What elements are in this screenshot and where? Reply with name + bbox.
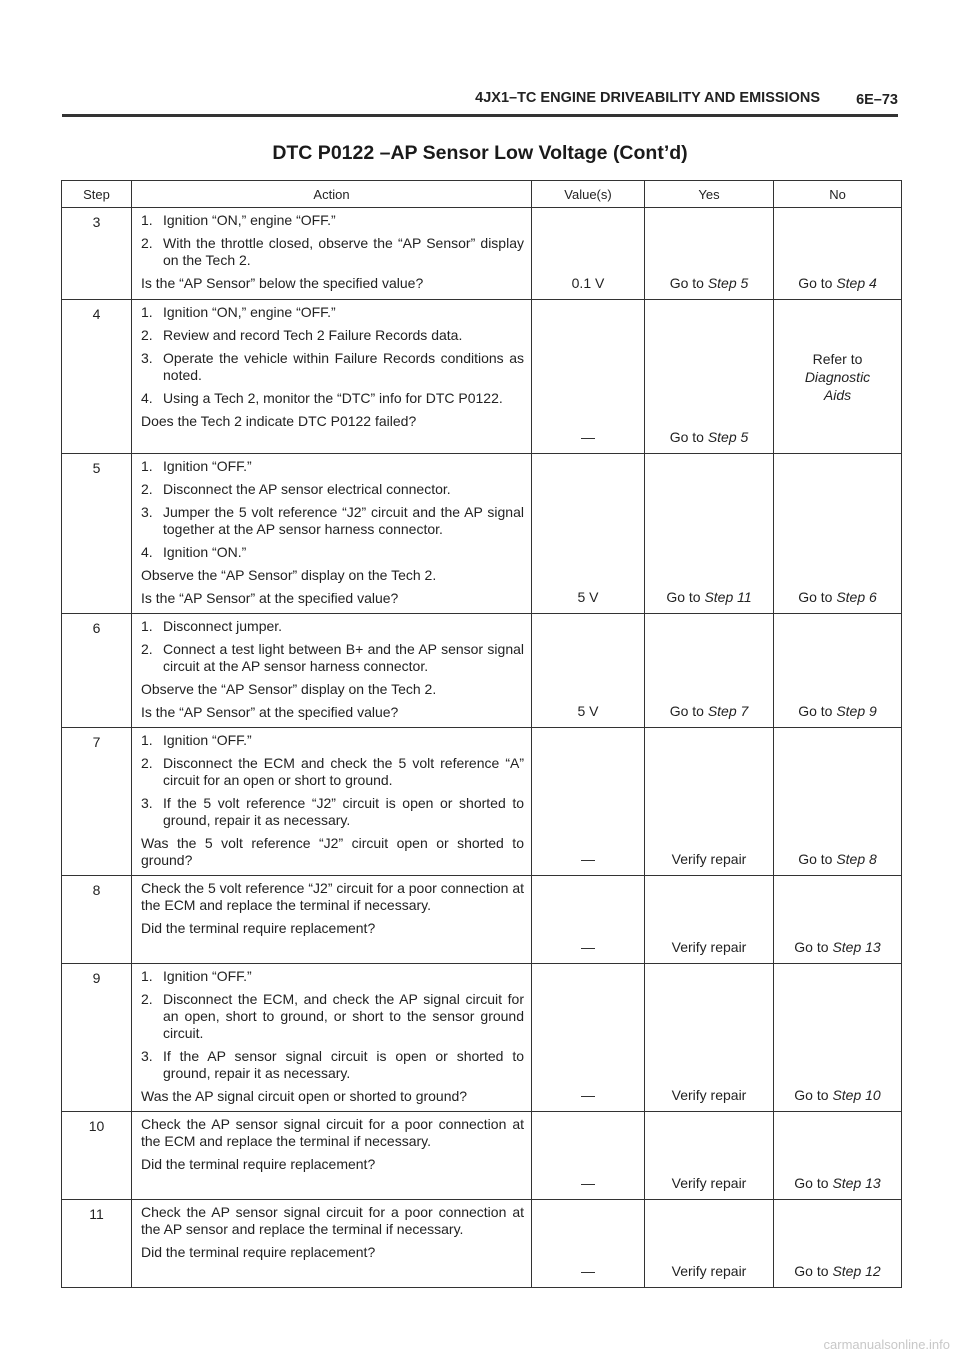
- step-number: 7: [62, 728, 132, 876]
- table-row: [62, 1200, 902, 1288]
- item-text: Ignition “OFF.”: [163, 968, 252, 984]
- go-to-prefix: Go to: [798, 275, 837, 291]
- spec-value: —: [532, 876, 645, 964]
- no-cell: [774, 1112, 902, 1200]
- action-question: Did the terminal require replacement?: [141, 920, 376, 936]
- action-question: Is the “AP Sensor” at the specified value?: [141, 704, 399, 720]
- item-text: Review and record Tech 2 Failure Records data.: [163, 327, 463, 343]
- item-number: 4.: [141, 544, 153, 560]
- no-cell: [774, 728, 902, 876]
- item-text: Disconnect the ECM, and check the AP signal circuit for an open, short to ground, or short to the sensor ground circuit.: [163, 991, 524, 1041]
- no-target-step: Step 8: [836, 851, 877, 867]
- action-item: [141, 755, 524, 789]
- yes-action: Verify repair: [671, 1263, 747, 1279]
- table-row: [62, 208, 902, 300]
- table-row: [62, 454, 902, 614]
- yes-cell: [645, 1200, 774, 1288]
- item-number: 1.: [141, 732, 153, 748]
- action-cell: [132, 208, 532, 300]
- no-cell: [774, 1200, 902, 1288]
- action-item: [141, 732, 524, 749]
- col-header-action: Action: [132, 181, 532, 208]
- action-cell: [132, 1200, 532, 1288]
- action-cell: [132, 876, 532, 964]
- go-to-prefix: Go to: [666, 589, 705, 605]
- action-cell: [132, 300, 532, 454]
- spec-value: —: [532, 300, 645, 454]
- page-number: 6E–73: [856, 92, 898, 108]
- no-refer: [774, 350, 901, 404]
- page-title: DTC P0122 –AP Sensor Low Voltage (Cont’d): [272, 142, 688, 164]
- yes-cell: [645, 614, 774, 728]
- go-to-prefix: Go to: [794, 939, 833, 955]
- yes-cell: [645, 728, 774, 876]
- item-number: 2.: [141, 991, 153, 1007]
- action-cell: [132, 454, 532, 614]
- item-text: Using a Tech 2, monitor the “DTC” info for DTC P0122.: [163, 390, 503, 406]
- action-item: [141, 235, 524, 269]
- action-item: [141, 212, 524, 229]
- action-question: Is the “AP Sensor” below the specified value?: [141, 275, 424, 291]
- go-to-prefix: Go to: [669, 429, 708, 445]
- yes-target-step: Step 11: [704, 589, 752, 605]
- step-number: 3: [62, 208, 132, 300]
- no-target-step: Step 13: [832, 939, 881, 955]
- action-item: [141, 618, 524, 635]
- action-question: Is the “AP Sensor” at the specified value?: [141, 590, 399, 606]
- action-cell: [132, 614, 532, 728]
- item-text: Disconnect the AP sensor electrical connector.: [163, 481, 451, 497]
- spec-value: 0.1 V: [532, 208, 645, 300]
- item-text: Ignition “ON.”: [163, 544, 247, 560]
- action-question: Did the terminal require replacement?: [141, 1156, 376, 1172]
- yes-target-step: Step 5: [707, 275, 749, 291]
- col-header-yes: Yes: [645, 181, 774, 208]
- yes-cell: [645, 964, 774, 1112]
- action-item: [141, 544, 524, 561]
- item-number: 3.: [141, 504, 153, 520]
- item-text: Operate the vehicle within Failure Records conditions as noted.: [163, 350, 524, 383]
- go-to-prefix: Go to: [794, 1175, 833, 1191]
- no-target-step: Step 10: [832, 1087, 881, 1103]
- no-cell: [774, 208, 902, 300]
- action-item: [141, 991, 524, 1042]
- item-text: If the 5 volt reference “J2” circuit is open or shorted to ground, repair it as necessary.: [163, 795, 524, 828]
- col-header-values: Value(s): [532, 181, 645, 208]
- yes-cell: [645, 1112, 774, 1200]
- step-number: 6: [62, 614, 132, 728]
- go-to-prefix: Go to: [798, 589, 837, 605]
- action-item: [141, 968, 524, 985]
- header-rule: [62, 114, 898, 117]
- table-row: [62, 1112, 902, 1200]
- refer-line: Diagnostic: [804, 368, 871, 385]
- table-row: [62, 876, 902, 964]
- action-question: Did the terminal require replacement?: [141, 1244, 376, 1260]
- item-number: 2.: [141, 235, 153, 251]
- item-text: Disconnect jumper.: [163, 618, 283, 634]
- action-note: Check the 5 volt reference “J2” circuit for a poor connection at the ECM and replace the terminal if necessary.: [141, 880, 524, 913]
- action-item: [141, 390, 524, 407]
- yes-cell: [645, 300, 774, 454]
- spec-value: 5 V: [532, 454, 645, 614]
- action-item: [141, 458, 524, 475]
- no-cell: [774, 454, 902, 614]
- no-target-step: Step 6: [836, 589, 877, 605]
- go-to-prefix: Go to: [798, 851, 837, 867]
- col-header-step: Step: [62, 181, 132, 208]
- table-row: [62, 300, 902, 454]
- spec-value: —: [532, 964, 645, 1112]
- item-text: Ignition “ON,” engine “OFF.”: [163, 212, 336, 228]
- no-target-step: Step 4: [836, 275, 877, 291]
- step-number: 9: [62, 964, 132, 1112]
- item-text: Ignition “OFF.”: [163, 732, 252, 748]
- yes-action: Verify repair: [671, 1087, 747, 1103]
- spec-value: —: [532, 728, 645, 876]
- go-to-prefix: Go to: [794, 1087, 833, 1103]
- no-cell: [774, 300, 902, 454]
- yes-action: Verify repair: [671, 939, 747, 955]
- item-number: 1.: [141, 212, 153, 228]
- item-text: Connect a test light between B+ and the AP sensor signal circuit at the AP sensor harness connector.: [163, 641, 524, 674]
- item-number: 4.: [141, 390, 153, 406]
- yes-action: Verify repair: [671, 1175, 747, 1191]
- watermark: carmanualsonline.info: [823, 1337, 950, 1352]
- go-to-prefix: Go to: [669, 703, 708, 719]
- action-item: [141, 350, 524, 384]
- action-item: [141, 1048, 524, 1082]
- go-to-prefix: Go to: [794, 1263, 833, 1279]
- item-text: Disconnect the ECM and check the 5 volt reference “A” circuit for an open or short to ground.: [163, 755, 524, 788]
- section-header: 4JX1–TC ENGINE DRIVEABILITY AND EMISSIONS: [475, 90, 820, 106]
- spec-value: 5 V: [532, 614, 645, 728]
- item-number: 3.: [141, 795, 153, 811]
- action-cell: [132, 964, 532, 1112]
- item-number: 1.: [141, 968, 153, 984]
- item-text: Ignition “ON,” engine “OFF.”: [163, 304, 336, 320]
- spec-value: —: [532, 1200, 645, 1288]
- table-row: [62, 728, 902, 876]
- no-cell: [774, 964, 902, 1112]
- item-number: 1.: [141, 618, 153, 634]
- diagnostic-table: [61, 180, 902, 1288]
- action-item: [141, 481, 524, 498]
- item-text: Jumper the 5 volt reference “J2” circuit and the AP signal together at the AP sensor harness connector.: [163, 504, 524, 537]
- item-number: 3.: [141, 350, 153, 366]
- item-number: 1.: [141, 304, 153, 320]
- yes-target-step: Step 5: [707, 429, 749, 445]
- refer-line: Refer to: [812, 350, 863, 367]
- action-note: Observe the “AP Sensor” display on the Tech 2.: [141, 567, 437, 583]
- refer-line: Aids: [823, 386, 852, 403]
- yes-cell: [645, 876, 774, 964]
- action-item: [141, 641, 524, 675]
- action-item: [141, 795, 524, 829]
- action-cell: [132, 728, 532, 876]
- no-target-step: Step 9: [836, 703, 877, 719]
- col-header-no: No: [774, 181, 902, 208]
- item-number: 2.: [141, 327, 153, 343]
- item-number: 1.: [141, 458, 153, 474]
- no-cell: [774, 876, 902, 964]
- step-number: 11: [62, 1200, 132, 1288]
- action-note: Check the AP sensor signal circuit for a poor connection at the ECM and replace the terminal if necessary.: [141, 1116, 524, 1149]
- go-to-prefix: Go to: [669, 275, 708, 291]
- table-body: [62, 208, 902, 1288]
- item-text: With the throttle closed, observe the “AP Sensor” display on the Tech 2.: [163, 235, 524, 268]
- no-target-step: Step 13: [832, 1175, 881, 1191]
- yes-target-step: Step 7: [707, 703, 749, 719]
- step-number: 4: [62, 300, 132, 454]
- go-to-prefix: Go to: [798, 703, 837, 719]
- item-number: 3.: [141, 1048, 153, 1064]
- item-number: 2.: [141, 641, 153, 657]
- table-header-row: [62, 181, 902, 208]
- action-note: Check the AP sensor signal circuit for a poor connection at the AP sensor and replace the terminal if necessary.: [141, 1204, 524, 1237]
- item-text: If the AP sensor signal circuit is open or shorted to ground, repair it as necessary.: [163, 1048, 524, 1081]
- action-item: [141, 327, 524, 344]
- action-question: Was the AP signal circuit open or shorted to ground?: [141, 1088, 468, 1104]
- yes-cell: [645, 454, 774, 614]
- no-cell: [774, 614, 902, 728]
- action-item: [141, 304, 524, 321]
- item-number: 2.: [141, 755, 153, 771]
- step-number: 8: [62, 876, 132, 964]
- action-cell: [132, 1112, 532, 1200]
- spec-value: —: [532, 1112, 645, 1200]
- action-item: [141, 504, 524, 538]
- table-row: [62, 614, 902, 728]
- step-number: 10: [62, 1112, 132, 1200]
- action-question: Was the 5 volt reference “J2” circuit open or shorted to ground?: [141, 835, 524, 868]
- step-number: 5: [62, 454, 132, 614]
- item-number: 2.: [141, 481, 153, 497]
- table-row: [62, 964, 902, 1112]
- yes-cell: [645, 208, 774, 300]
- action-note: Observe the “AP Sensor” display on the Tech 2.: [141, 681, 437, 697]
- action-question: Does the Tech 2 indicate DTC P0122 failed?: [141, 413, 417, 429]
- no-target-step: Step 12: [832, 1263, 881, 1279]
- yes-action: Verify repair: [671, 851, 747, 867]
- item-text: Ignition “OFF.”: [163, 458, 252, 474]
